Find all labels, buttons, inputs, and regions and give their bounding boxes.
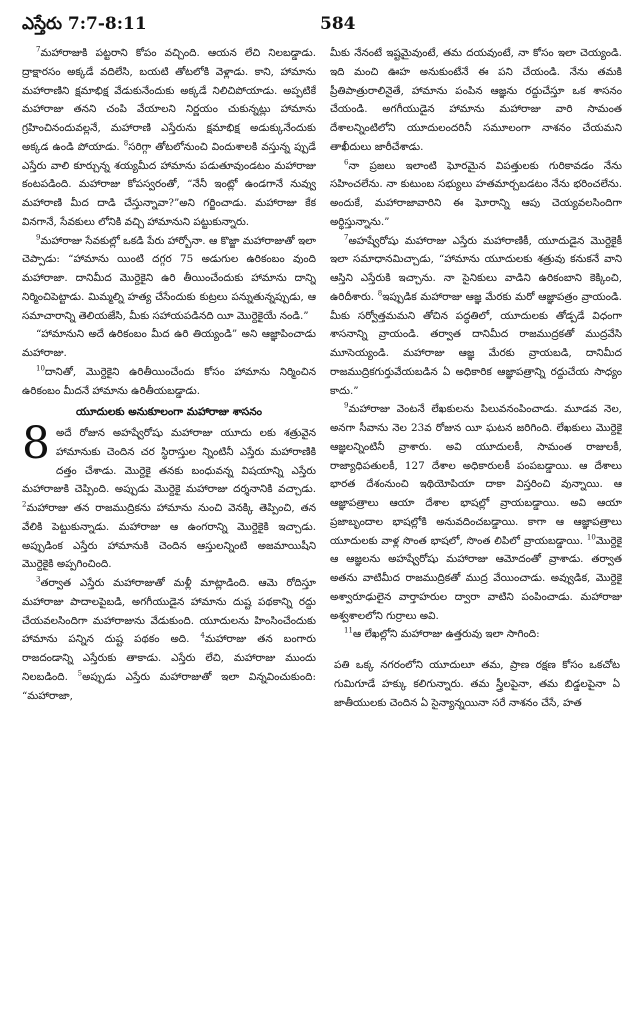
verse-text: అప్పుడు ఎస్తేరు మహారాజుతో ఇలా విన్నవించుకుంది: “మహారాజా, — [22, 670, 316, 702]
verse-number: 9 — [344, 401, 349, 410]
section-heading: యూదులకు అనుకూలంగా మహారాజు శాసనం — [75, 406, 263, 419]
paragraph — [330, 157, 622, 232]
paragraph — [330, 625, 622, 644]
verse-text: నా ప్రజలు ఇలాంటి ఘోరమైన విపత్తులకు గురికావడం నేను సహించలేను. నా కుటుంబ సభ్యులు హతమార్చబడటం నేను భరించలేను. అందుకే, మహారాజావారిని ఈ ఘోరాన్ని ఆపు చెయ్యవలసిందిగా అర్థిస్తున్నాను.” — [330, 159, 622, 228]
verse-text: దానితో, మొర్దెకైని ఉరితీయించేందు కోసం హామాను నిర్మించిన ఉరికంబం మీదనే హామాను ఉరితీయబడ్డాడు. — [22, 365, 316, 397]
right-column — [330, 44, 622, 1016]
verse-text: సరిగ్గా తోటలోనుంచి విందుశాలకి వస్తున్న ప్పుడే ఎస్తేరు వాలి కూర్చున్న శయ్యమీద హామాను పడుతూవుండటం మహారాజు కంటపడింది. మహారాజు కోపస్వరంతో, “నేనీ ఇంట్లో ఉండగానే నువ్వు మహారాణి మీద దాడి చేస్తున్నావా?”అని గర్జించాడు. మహారాజు కేక వినగానే, సేవకులు లోనికి వచ్చి హామానుని పట్టుకున్నారు. — [22, 140, 316, 228]
verse-text: మహారాజు సేవకుల్లో ఒకడి పేరు హార్బోనా. ఆ కొజ్జా మహారాజుతో ఇలా చెప్పాడు: “హామాను యింటి దగ్గర 75 అడుగుల ఉరికంబం వుంది మహారాజా. దానిమీద మొర్దెకైని ఉరి తీయించేందుకు హామాను దాన్ని నిర్మించిపెట్టాడు. మిమ్మల్ని హత్య చేసేందుకు కుట్రలు పన్నుతున్నప్పుడు, ఆ సమాచారాన్ని తెలియజేసి, మీకు సహాయపడినది యీ మొర్దెకైయే నండి.” — [22, 234, 316, 322]
verse-number: 11 — [344, 626, 353, 635]
verse-number: 5 — [77, 669, 83, 678]
paragraph — [22, 44, 316, 232]
verse-number: 4 — [200, 631, 205, 640]
book-reference: ఎస్తేరు 7:7-8:11 — [22, 14, 147, 34]
verse-text: మొర్దెకై ఆ ఆజ్ఞలను అహష్వేరోషు మహారాజు ఆమోదంతో వ్రాశాడు. తర్వాత అతను వాటిమీద రాజముద్రికతో ముద్ర వేయించాడు. అవ్వుడిక, మొర్దెకై అశ్వారూఢులైన వార్తాహరుల ద్వారా వాటిని పంపించాడు. మహారాజు అశ్వశాలలోని గుర్రాలు అవి. — [330, 534, 622, 622]
verse-text: మహారాజు తన బంగారు రాజదండాన్ని ఎస్తేరుకు తాకాడు. ఎస్తేరు లేచి, మహారాజు ముందు నిలబడింది. — [22, 633, 316, 683]
verse-text: ఆ లేఖల్లోని మహారాజు ఉత్తరువు ఇలా సాగింది: — [352, 628, 540, 641]
verse-number: 3 — [36, 575, 41, 584]
paragraph — [330, 232, 622, 401]
verse-number: 10 — [586, 533, 596, 542]
page-number: 584 — [320, 14, 356, 34]
decree-quote: పతి ఒక్క నగరంలోని యూదులూ తమ, ప్రాణ రక్షణ కోసం ఒకచోట గుమిగూడే హక్కు కలిగున్నారు. తమ స్త్రీలపైనా, తమ బిడ్డలపైనా ఏ జాతీయులకు చెందిన ఏ సైన్యాన్నయినా సరే నాశనం చేసే, హత — [334, 659, 620, 709]
verse-text: తర్వాత ఎస్తేరు మహారాజుతో మళ్లీ మాట్లాడింది. ఆమె రోదిస్తూ మహారాజు పాదాలపైబడి, అగగీయుడైన హామాను దుష్ట పథకాన్ని రద్దు చేయవలసిందిగా మహారాజును వేడుకుంది. యూదులను హింసించేందుకు హామాను పన్నిన దుష్ట పథకం అది. — [22, 577, 316, 646]
verse-number: 6 — [344, 158, 349, 167]
verse-number: 8 — [123, 139, 129, 148]
paragraph — [22, 363, 316, 401]
paragraph — [22, 325, 316, 363]
page-header — [22, 8, 618, 40]
verse-number: 2 — [22, 500, 27, 509]
verse-number: 7 — [36, 45, 41, 54]
verse-number: 10 — [36, 364, 45, 373]
verse-text: “హామానుని అదే ఉరికంబం మీద ఉరి తియ్యండి” అని ఆజ్ఞాపించాడు మహారాజు. — [22, 328, 316, 359]
spacer — [330, 644, 622, 656]
paragraph — [22, 232, 316, 326]
verse-text: మహారాజు వెంటనే లేఖకులను పిలువనంపించాడు. మూడవ నెల, అనగా సీవాను నెల 23వ రోజున యీ ఘటన జరిగింది. లేఖకులు మొర్దెకై ఆజ్ఞలన్నింటినీ వ్రాశారు. అవి యూదులకీ, సామంత రాజులకీ, రాజ్యాధిపతులకీ, 127 దేశాల అధికారులకీ పంపబడ్డాయి. ఆ దేశాలు భారత దేశంనుంచి ఇథియోపియా దాకా విస్తరించి వున్నాయి. ఆ ఆజ్ఞాపత్రాలు ఆయా దేశాల భాషల్లో వ్రాయబడ్డాయి. అవి ఆయా ప్రజాబృందాల భాషల్లోకి అనువదించబడ్డాయి. కాగా ఆ ఆజ్ఞాపత్రాలు యూదులకు వాళ్ల సొంత భాషలో, సొంత లిపిలో వ్రాయబడ్డాయి. — [330, 403, 622, 547]
paragraph — [330, 400, 622, 625]
left-column — [22, 44, 316, 1016]
verse-number: 7 — [344, 233, 349, 242]
paragraph — [330, 44, 622, 157]
chapter-number: 8 — [22, 418, 50, 469]
verse-text: అదే రోజున అహష్వేరోషు మహారాజు యూదు లకు శత్రువైన హామానుకు చెందిన చర స్థిరాస్తుల న్నింటినీ ఎస్తేరు మహారాణికి దత్తం చేశాడు. మొర్దెకై తనకు బంధువన్న విషయాన్ని ఎస్తేరు మహారాజుకి చెప్పింది. అప్పుడు మొర్దెకై మహారాజు దర్శనానికి వచ్చాడు. — [22, 427, 316, 496]
verse-number: 8 — [377, 289, 383, 298]
verse-text: ఇప్పుడిక మహారాజు ఆజ్ఞ మేరకు మరో ఆజ్ఞాపత్రం వ్రాయండి. మీకు సర్వోత్తమమని తోచిన పద్ధతిలో, యూదులకు తోడ్పడే విధంగా శాసనాన్ని వ్రాయండి. తర్వాత దానిమీద రాజముద్రకతో ముద్రవేసి మూసెయ్యండి. మహారాజు ఆజ్ఞ మేరకు వ్రాయబడి, దానిమీద రాజముద్రికగుర్తువేయబడిన ఏ అధికారిక ఆజ్ఞాపత్రాన్ని రద్దుచేయ సాధ్యం కాదు.” — [330, 290, 622, 397]
verse-text: మీకు నేనంటే ఇష్టమైవుంటే, తమ దయవుంటే, నా కోసం ఇలా చెయ్యండి. ఇది మంచి ఊహ అనుకుంటేనే ఈ పని చేయండి. నేను తమకి ప్రీతిపాత్రురాలినైతే, హామాను పంపిన ఆజ్ఞను రద్దుచేస్తూ ఒక శాసనం చేయండి. అగగీయుడైన హామాను మహారాజు వారి సామంత దేశాలన్నింటిలోని యూదులందరినీ సమూలంగా నాశనం చేయమని తాఖీదులు జారీచేశాడు. — [330, 47, 622, 153]
chapter-paragraph — [22, 418, 316, 574]
verse-text: మహారాజుకి పట్టరాని కోపం వచ్చింది. ఆయన లేచి నిలబడ్డాడు. ద్రాక్షారసం అక్కడే వదిలేసి, బయటి తోటలోకి వెళ్లాడు. కాని, హామాను మహారాణిని క్షమాభిక్ష వేడుకునేందుకు అక్కడే నిలిచిపోయాడు. అప్పటికే మహారాజు తనని చంపి వేయాలని నిర్ణయం చుకున్నట్లు హామాను గ్రహించినందువల్లనే, మహారాణి ఎస్తేరును క్షమాభిక్ష అడుక్కునేందుకు అక్కడ ఉండి పోయాడు. — [22, 47, 316, 153]
verse-number: 9 — [36, 233, 41, 242]
verse-text: మహారాజు తన రాజముద్రికను హామాను నుంచి వెనక్కి తెప్పించి, తన వేలికి పెట్టుకున్నాడు. మహారాజు ఆ ఉంగరాన్ని మొర్దెకైకి ఇచ్చాడు. అప్పుడింక ఎస్తేరు హామానుకి చెందిన ఆస్తులన్నింటి అజమాయిషీని మొర్దెకైకి అప్పగించింది. — [22, 502, 316, 571]
paragraph — [22, 574, 316, 705]
verse-text: అహష్వేరోషు మహారాజు ఎస్తేరు మహారాణికీ, యూదుడైన మొర్దెకైకీ ఇలా సమాధానమిచ్చాడు, “హామాను యూదులకు శత్రువు కనుకనే వాని ఆస్తిని ఎస్తేరుకి ఇచ్చాను. నా సైనికులు వాడిని ఉరికంబాని కెక్కించి, ఉరిదీశారు. — [330, 234, 622, 303]
